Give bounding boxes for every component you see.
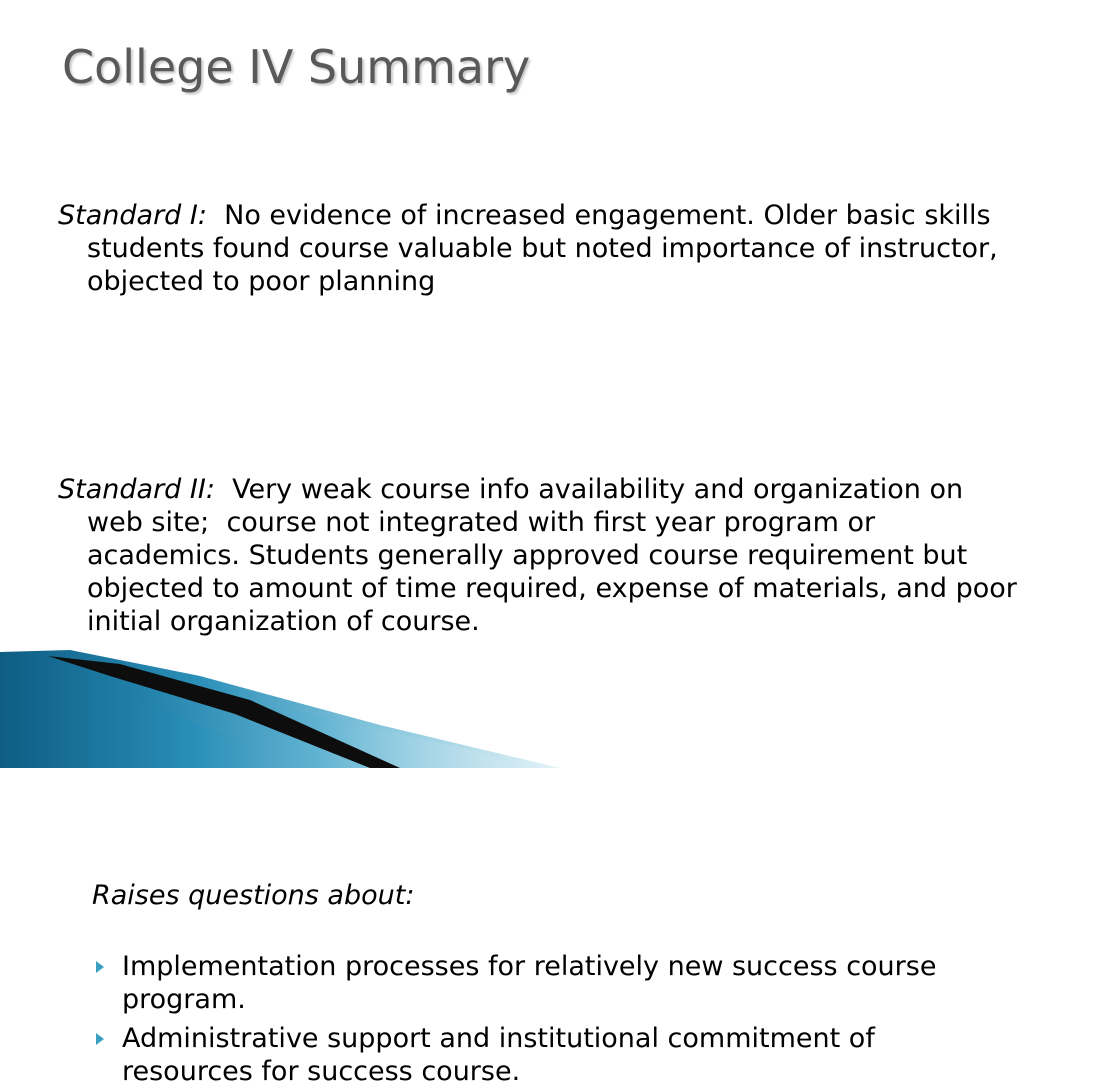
bullet-text: Implementation processes for relatively new success course program.: [122, 951, 937, 1015]
standard-1-paragraph: [58, 199, 1017, 298]
list-item: [92, 1022, 972, 1088]
standard-2-label: Standard II:: [58, 474, 215, 505]
teal-light-band: [120, 690, 520, 768]
standard-2-text: Very weak course info availability and organization on web site; course not integrated with first year program or academics. Students generally approved course requirement but objected to amount of time required, expense of materials, and poor initial organization of course.: [87, 474, 1026, 637]
triangle-bullet-icon: [96, 961, 104, 973]
bullet-text: Administrative support and institutional commitment of resources for success course.: [122, 1023, 875, 1087]
questions-bullet-list: [92, 950, 972, 1088]
standard-1-label: Standard I:: [58, 200, 207, 231]
standard-2-paragraph: [58, 473, 1026, 638]
standard-1-text: No evidence of increased engagement. Older basic skills students found course valuable but noted importance of instructor, objected to poor planning: [87, 200, 1007, 297]
slide-title: College IV Summary: [62, 40, 531, 94]
dark-swoosh-shape: [48, 656, 400, 768]
list-item: [92, 950, 972, 1016]
triangle-bullet-icon: [96, 1033, 104, 1045]
teal-wave-shape: [0, 650, 560, 768]
raises-questions-heading: Raises questions about:: [92, 880, 415, 911]
